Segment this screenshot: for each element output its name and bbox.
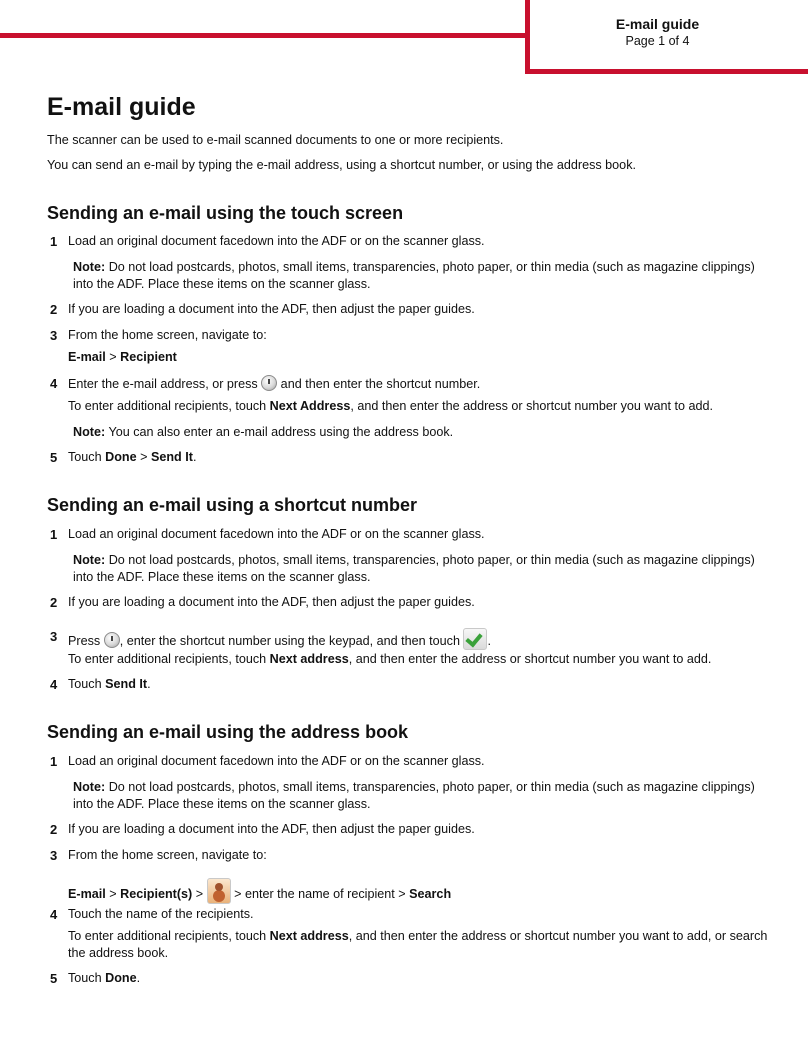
note-text: Do not load postcards, photos, small items, transparencies, photo paper, or thin media (such as magazine clippings) into the ADF. Place these items on the scanner glass. (73, 260, 755, 291)
detail-part: , and then enter the address or shortcut number you want to add. (350, 399, 714, 413)
note-label: Note: (73, 780, 106, 794)
step-text-part: > (136, 450, 151, 464)
page-number: Page 1 of 4 (625, 34, 690, 48)
path-segment: E-mail (68, 887, 106, 901)
step-detail (68, 651, 768, 668)
note-label: Note: (73, 260, 106, 274)
step-text: Touch the name of the recipients. (68, 907, 254, 921)
path-separator: > (105, 887, 121, 901)
step-detail (68, 928, 768, 962)
step-text: If you are loading a document into the ADF, then adjust the paper guides. (68, 595, 475, 609)
page-title: E-mail guide (47, 93, 196, 121)
note (73, 552, 763, 585)
step-text: If you are loading a document into the ADF, then adjust the paper guides. (68, 302, 475, 316)
step-text: Load an original document facedown into the ADF or on the scanner glass. (68, 754, 485, 768)
step-number: 3 (50, 629, 58, 644)
detail-emphasis: Next Address (269, 399, 351, 413)
step-text-part: . (136, 971, 141, 985)
step-number: 2 (50, 595, 58, 610)
step-text (68, 375, 768, 393)
note (73, 779, 763, 812)
step-number: 3 (50, 848, 58, 863)
step-text-part: . (147, 677, 151, 691)
step-number: 1 (50, 234, 58, 249)
home-button-icon (261, 375, 277, 391)
section-heading-touch-screen: Sending an e-mail using the touch screen (47, 203, 404, 223)
note-text: Do not load postcards, photos, small items, transparencies, photo paper, or thin media (such as magazine clippings) into the ADF. Place these items on the scanner glass. (73, 553, 755, 584)
detail-emphasis: Next address (269, 652, 349, 666)
step-text-part: . (192, 450, 197, 464)
step-emphasis: Send It (150, 450, 193, 464)
step-number: 1 (50, 754, 58, 769)
section-heading-shortcut-number: Sending an e-mail using a shortcut number (47, 495, 418, 515)
path-separator: > (192, 887, 207, 901)
step-number: 2 (50, 822, 58, 837)
detail-part: , and then enter the address or shortcut number you want to add. (348, 652, 712, 666)
step-number: 3 (50, 328, 58, 343)
step-text (68, 449, 768, 466)
navigation-path (68, 349, 768, 366)
step-emphasis: Done (105, 971, 137, 985)
step-number: 1 (50, 527, 58, 542)
step-text-part: , enter the shortcut number using the keypad, and then touch (119, 634, 464, 648)
checkmark-submit-icon (463, 628, 487, 650)
intro-paragraph: The scanner can be used to e-mail scanned documents to one or more recipients. (47, 133, 504, 147)
header-rule-left (0, 33, 530, 38)
step-text-part: . (487, 634, 491, 648)
step-number: 4 (50, 677, 58, 692)
detail-part: To enter additional recipients, touch (68, 929, 270, 943)
path-segment: Recipient (120, 350, 177, 364)
path-segment: Recipient(s) (120, 887, 193, 901)
step-text-part: Touch (68, 450, 106, 464)
address-book-icon (207, 878, 231, 904)
path-segment: Search (409, 887, 452, 901)
step-text-part: Touch (68, 677, 106, 691)
step-text: Load an original document facedown into the ADF or on the scanner glass. (68, 527, 485, 541)
running-header-title: E-mail guide (615, 16, 700, 32)
header-rule-right (525, 69, 808, 74)
step-detail (68, 398, 768, 415)
step-number: 4 (50, 376, 58, 391)
note-text: Do not load postcards, photos, small items, transparencies, photo paper, or thin media (such as magazine clippings) into the ADF. Place these items on the scanner glass. (73, 780, 755, 811)
step-number: 5 (50, 450, 58, 465)
step-text: If you are loading a document into the ADF, then adjust the paper guides. (68, 822, 475, 836)
detail-part: To enter additional recipients, touch (68, 652, 270, 666)
navigation-path (68, 878, 768, 904)
intro-paragraph: You can send an e-mail by typing the e-mail address, using a shortcut number, or using the address book. (47, 158, 636, 172)
step-text (68, 970, 768, 987)
detail-emphasis: Next address (269, 929, 349, 943)
step-emphasis: Send It (105, 677, 148, 691)
note-label: Note: (73, 553, 106, 567)
detail-part: To enter additional recipients, touch (68, 399, 270, 413)
step-number: 2 (50, 302, 58, 317)
step-text-part: Touch (68, 971, 106, 985)
step-text-part: and then enter the shortcut number. (277, 377, 481, 391)
step-text-part: Press (68, 634, 104, 648)
step-text: Load an original document facedown into the ADF or on the scanner glass. (68, 234, 485, 248)
step-emphasis: Done (105, 450, 137, 464)
detail-part: , and then enter the address or shortcut number you want to add, or search the address book. (68, 929, 768, 960)
step-text: From the home screen, navigate to: (68, 848, 267, 862)
note-label: Note: (73, 425, 106, 439)
step-text: From the home screen, navigate to: (68, 328, 267, 342)
note (73, 259, 763, 292)
home-button-icon (104, 632, 120, 648)
note-text: You can also enter an e-mail address using the address book. (105, 425, 454, 439)
step-text (68, 676, 768, 693)
step-text-part: Enter the e-mail address, or press (68, 377, 262, 391)
step-text (68, 628, 768, 650)
path-separator: > (105, 350, 121, 364)
section-heading-address-book: Sending an e-mail using the address book (47, 722, 409, 742)
note (73, 424, 763, 441)
step-number: 5 (50, 971, 58, 986)
step-number: 4 (50, 907, 58, 922)
path-text: > enter the name of recipient > (230, 887, 410, 901)
path-segment: E-mail (68, 350, 106, 364)
